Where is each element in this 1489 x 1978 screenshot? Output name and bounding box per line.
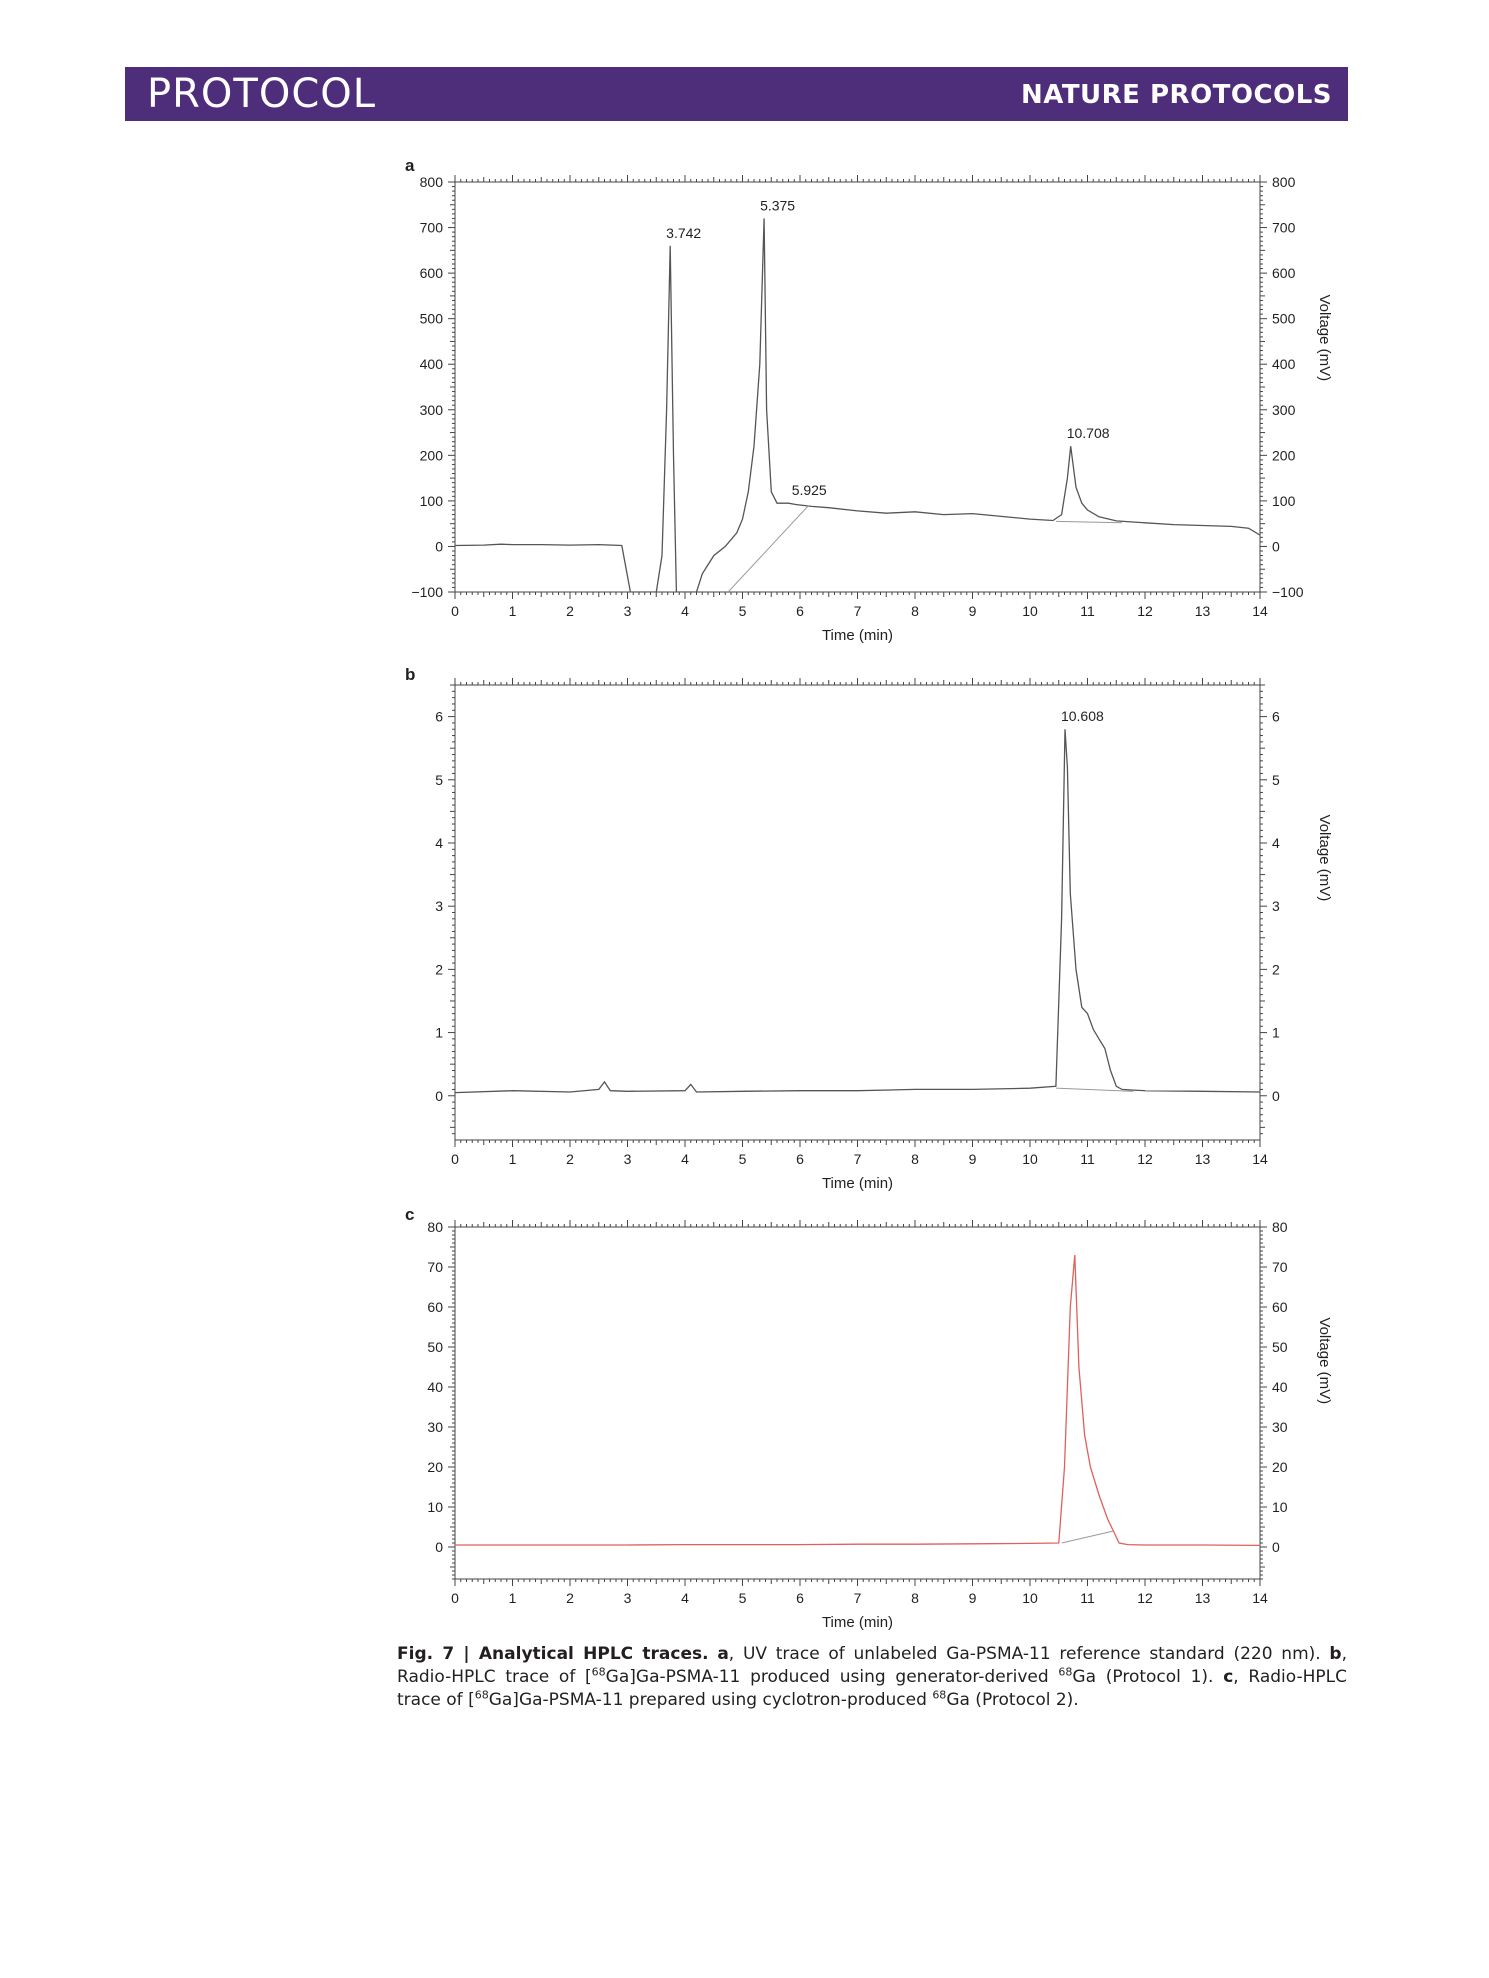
- panel-letter-a: a: [405, 156, 415, 175]
- x-tick-label: 13: [1194, 603, 1211, 619]
- y-tick-label: 200: [419, 447, 443, 464]
- x-ticks: [455, 678, 1260, 1147]
- y-tick-label: 6: [435, 708, 443, 725]
- x-tick-label: 13: [1194, 1151, 1211, 1167]
- y-tick-label-right: 200: [1272, 447, 1296, 464]
- y-tick-label: 2: [435, 961, 443, 978]
- caption-sup: 68: [932, 1688, 947, 1702]
- y-tick-label: 0: [435, 1087, 443, 1104]
- integration-baseline: [728, 505, 809, 592]
- x-tick-label: 14: [1252, 1590, 1268, 1606]
- y-tick-label: 800: [419, 174, 443, 190]
- caption-letter-c: c: [1223, 1667, 1234, 1687]
- y-tick-label: 70: [427, 1259, 443, 1275]
- y-tick-label: 80: [427, 1219, 443, 1235]
- y-tick-label: 40: [427, 1379, 443, 1395]
- plot-area: [455, 729, 1260, 1092]
- integration-baseline: [1062, 1531, 1114, 1543]
- y-tick-label-right: 0: [1272, 538, 1280, 555]
- caption-letter-b: b: [1329, 1644, 1342, 1664]
- x-ticks: [455, 1220, 1260, 1586]
- y-tick-label-right: 60: [1272, 1299, 1288, 1315]
- y-ticks: [448, 1227, 1267, 1579]
- x-tick-label: 10: [1022, 1151, 1038, 1167]
- x-tick-label: 3: [623, 603, 632, 619]
- y-tick-label-right: 30: [1272, 1419, 1288, 1435]
- caption-text-b3: Ga (Protocol 1).: [1072, 1667, 1224, 1687]
- y-tick-label-right: 40: [1272, 1379, 1288, 1395]
- peak-label: 10.708: [1066, 425, 1110, 442]
- x-tick-label: 3: [623, 1590, 632, 1606]
- x-tick-label: 4: [681, 1590, 689, 1606]
- caption-label: Fig. 7 | Analytical HPLC traces.: [397, 1644, 709, 1664]
- y-tick-label-right: 800: [1272, 174, 1296, 190]
- y-tick-label-right: 70: [1272, 1259, 1288, 1275]
- x-tick-label: 10: [1022, 1590, 1038, 1606]
- y-tick-label-right: 2: [1272, 961, 1280, 978]
- y-tick-label-right: 1: [1272, 1024, 1280, 1041]
- y-tick-label-right: 3: [1272, 898, 1280, 915]
- section-label: PROTOCOL: [147, 71, 377, 117]
- integration-baseline: [1056, 521, 1122, 522]
- x-tick-label: 9: [968, 603, 977, 619]
- chart-panel-c: [395, 1205, 1333, 1631]
- y-tick-label-right: 20: [1272, 1459, 1288, 1475]
- panel-letter-b: b: [405, 665, 416, 684]
- x-tick-label: 1: [508, 1590, 517, 1606]
- x-tick-label: 9: [968, 1590, 977, 1606]
- y-tick-label-right: 300: [1272, 401, 1296, 418]
- x-tick-label: 2: [566, 1151, 574, 1167]
- chart-panel-a: [395, 156, 1333, 660]
- y-axis-label: Voltage (mV): [1316, 294, 1333, 382]
- x-tick-label: 4: [681, 1151, 689, 1167]
- x-axis-label: Time (min): [821, 1175, 894, 1192]
- caption-text-a: , UV trace of unlabeled Ga-PSMA-11 reference standard (220 nm).: [728, 1644, 1330, 1664]
- x-tick-label: 5: [738, 603, 747, 619]
- x-ticks: [455, 175, 1260, 599]
- x-tick-label: 2: [566, 1590, 574, 1606]
- peak-label: 5.925: [791, 482, 827, 499]
- peak-label: 5.375: [760, 197, 796, 214]
- x-tick-label: 11: [1080, 1590, 1095, 1606]
- y-tick-label: 10: [427, 1499, 443, 1515]
- x-tick-label: 5: [738, 1151, 747, 1167]
- y-axis-label: Voltage (mV): [1316, 1317, 1333, 1405]
- y-tick-label-right: 600: [1272, 265, 1296, 282]
- x-tick-label: 2: [566, 603, 574, 619]
- plot-area: [455, 1255, 1260, 1545]
- y-tick-label: 60: [427, 1299, 443, 1315]
- x-tick-label: 14: [1252, 1151, 1268, 1167]
- y-tick-label: −100: [411, 584, 443, 600]
- y-tick-label: 1: [435, 1024, 443, 1041]
- chart-c: [395, 1205, 1333, 1631]
- x-tick-label: 6: [796, 1590, 804, 1606]
- plot-area: [455, 218, 1260, 592]
- caption-sup: 68: [474, 1688, 489, 1702]
- y-tick-label-right: 0: [1272, 1539, 1280, 1555]
- peak-label: 3.742: [666, 224, 702, 241]
- x-tick-label: 10: [1022, 603, 1038, 619]
- chart-b: [395, 665, 1333, 1192]
- y-tick-label: 0: [435, 538, 443, 555]
- x-tick-label: 12: [1137, 1151, 1153, 1167]
- x-axis-label: Time (min): [821, 1614, 894, 1631]
- x-tick-label: 4: [681, 603, 689, 619]
- plot-frame: [455, 182, 1260, 592]
- y-tick-label-right: 6: [1272, 708, 1280, 725]
- x-tick-label: 11: [1080, 603, 1095, 619]
- x-tick-label: 13: [1194, 1590, 1211, 1606]
- y-tick-label-right: −100: [1272, 584, 1304, 600]
- y-tick-label-right: 10: [1272, 1499, 1288, 1515]
- y-ticks: [448, 685, 1267, 1134]
- x-tick-label: 9: [968, 1151, 977, 1167]
- x-axis-label: Time (min): [821, 627, 894, 644]
- figure-caption: [397, 1643, 1347, 1712]
- header-banner: [125, 67, 1348, 121]
- x-tick-label: 7: [853, 1590, 862, 1606]
- x-tick-label: 8: [911, 1151, 919, 1167]
- y-tick-label: 3: [435, 898, 443, 915]
- y-tick-label: 50: [427, 1339, 443, 1355]
- x-tick-label: 12: [1137, 603, 1153, 619]
- y-tick-label: 4: [435, 834, 443, 851]
- y-tick-label-right: 500: [1272, 310, 1296, 327]
- y-tick-label: 100: [419, 492, 443, 509]
- x-tick-label: 12: [1137, 1590, 1153, 1606]
- x-tick-label: 0: [451, 1590, 459, 1606]
- caption-letter-a: a: [717, 1644, 729, 1664]
- x-tick-label: 1: [508, 603, 517, 619]
- y-tick-label: 700: [419, 219, 443, 236]
- x-tick-label: 5: [738, 1590, 747, 1606]
- series-line: [455, 218, 1260, 592]
- y-tick-label: 5: [435, 771, 443, 788]
- y-tick-label: 300: [419, 401, 443, 418]
- x-tick-label: 7: [853, 603, 862, 619]
- caption-text-c1: , Radio-HPLC trace of [: [397, 1667, 1347, 1710]
- peak-label: 10.608: [1060, 708, 1104, 725]
- y-ticks: [448, 182, 1267, 592]
- series-line: [455, 729, 1260, 1092]
- journal-label: NATURE PROTOCOLS: [1020, 80, 1332, 110]
- chart-panel-b: [395, 665, 1333, 1192]
- y-tick-label: 400: [419, 356, 443, 373]
- chart-a: [395, 160, 1333, 660]
- panel-letter-c: c: [405, 1205, 415, 1224]
- x-tick-label: 6: [796, 603, 804, 619]
- y-tick-label-right: 80: [1272, 1219, 1288, 1235]
- y-tick-label: 0: [435, 1539, 443, 1555]
- y-tick-label: 500: [419, 310, 443, 327]
- x-tick-label: 0: [451, 603, 459, 619]
- x-tick-label: 8: [911, 1590, 919, 1606]
- y-tick-label: 20: [427, 1459, 443, 1475]
- x-tick-label: 6: [796, 1151, 804, 1167]
- x-tick-label: 8: [911, 603, 919, 619]
- y-tick-label-right: 4: [1272, 834, 1280, 851]
- x-tick-label: 11: [1080, 1151, 1095, 1167]
- x-tick-label: 0: [451, 1151, 459, 1167]
- y-tick-label-right: 400: [1272, 356, 1296, 373]
- x-tick-label: 3: [623, 1151, 632, 1167]
- caption-text-b2: Ga]Ga-PSMA-11 produced using generator-derived: [605, 1667, 1059, 1687]
- y-axis-label: Voltage (mV): [1316, 814, 1333, 902]
- x-tick-label: 1: [508, 1151, 517, 1167]
- y-tick-label-right: 700: [1272, 219, 1296, 236]
- plot-frame: [455, 1227, 1260, 1579]
- caption-text-c3: Ga (Protocol 2).: [946, 1690, 1079, 1710]
- y-tick-label-right: 50: [1272, 1339, 1288, 1355]
- y-tick-label-right: 5: [1272, 771, 1280, 788]
- caption-sup: 68: [1058, 1665, 1073, 1679]
- x-tick-label: 14: [1252, 603, 1268, 619]
- y-tick-label-right: 100: [1272, 492, 1296, 509]
- caption-text-c2: Ga]Ga-PSMA-11 prepared using cyclotron-produced: [488, 1690, 933, 1710]
- y-tick-label: 600: [419, 265, 443, 282]
- y-tick-label-right: 0: [1272, 1087, 1280, 1104]
- series-line: [455, 1255, 1260, 1545]
- plot-frame: [455, 685, 1260, 1140]
- caption-sup: 68: [591, 1665, 606, 1679]
- caption-text-b1: , Radio-HPLC trace of [: [397, 1644, 1347, 1687]
- x-tick-label: 7: [853, 1151, 862, 1167]
- y-tick-label: 30: [427, 1419, 443, 1435]
